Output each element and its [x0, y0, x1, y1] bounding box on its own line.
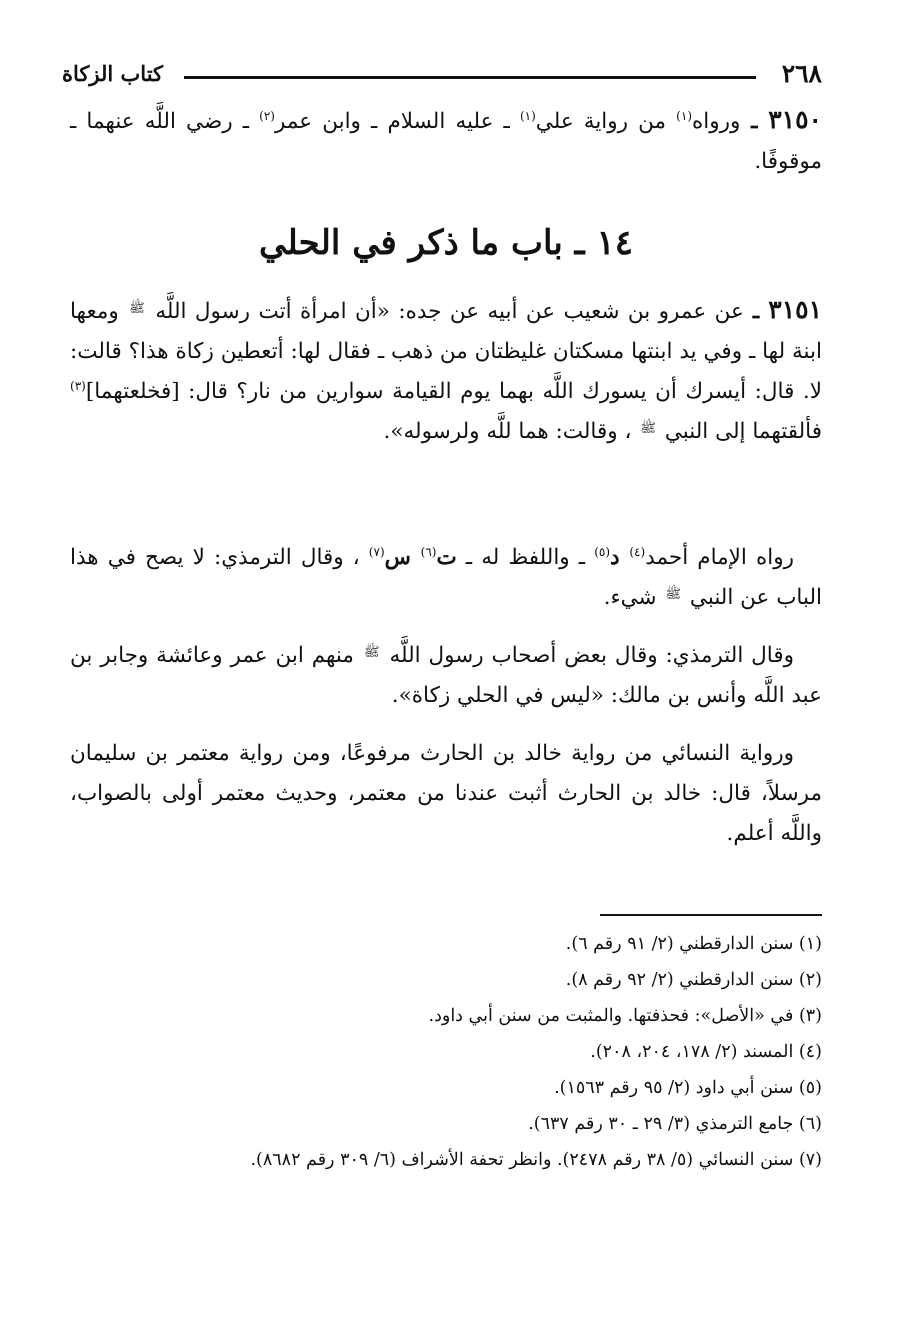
footnote-item: (٥) سنن أبي داود (٢/ ٩٥ رقم ١٥٦٣). — [554, 1078, 822, 1098]
hadith-text: من رواية علي — [535, 109, 677, 134]
salawat-glyph: ﷺ — [129, 301, 145, 316]
hadith-text: عن عمرو بن شعيب عن أبيه عن جده: «أن امرأة أتت رسول اللَّه — [155, 299, 744, 324]
hadith-number: ٣١٥١ — [768, 295, 822, 324]
tirmidhi-paragraph — [70, 636, 822, 716]
footnote-marker: (٢) — [259, 108, 275, 123]
paragraph-text: منهم ابن عمر وعائشة وجابر بن عبد اللَّه وأنس بن مالك: «ليس في الحلي زكاة». — [70, 643, 822, 708]
source-abbrev: س — [384, 545, 421, 570]
footnotes — [70, 926, 822, 1178]
hadith-number: ٣١٥٠ — [768, 105, 822, 134]
footnote-marker: (٣) — [70, 378, 86, 393]
hadith-text: ومعها ابنة لها ـ وفي يد ابنتها مسكتان غليظتان من ذهب ـ فقال لها: أتعطين زكاة هذا؟ قالت: لا. قال: أيسرك أن يسورك اللَّه بهما يوم القيامة سوارين من نار؟ قال: [فخلعتهما] — [70, 299, 822, 404]
hadith-text: ـ عليه السلام ـ وابن عمر — [274, 109, 520, 134]
header-rule — [184, 76, 756, 79]
footnote-marker: (١) — [519, 108, 536, 123]
footnote-marker: (٥) — [594, 544, 611, 559]
salawat-glyph: ﷺ — [363, 645, 380, 660]
paragraph-text: وقال الترمذي: وقال بعض أصحاب رسول اللَّه — [389, 643, 795, 668]
hadith-text: فألقتهما إلى النبي — [664, 419, 822, 444]
salawat-glyph: ﷺ — [640, 421, 656, 436]
paragraph-text: رواه الإمام أحمد — [645, 545, 794, 570]
footnote-item: (٣) في «الأصل»: فحذفتها. والمثبت من سنن أبي داود. — [428, 1006, 822, 1026]
page-number: ٢٦٨ — [781, 59, 822, 88]
footnote-marker: (١) — [676, 108, 692, 123]
hadith-3150: ٣١٥٠ ـ ورواه$^{(١)}$ من رواية علي$^{(١)}$ ـ عليه السلام ـ وابن عمر$^{(٢)}$ ـ رضي اللَّه عنهما ـ موقوفًا. — [70, 105, 822, 174]
source-abbrev: د — [610, 545, 630, 570]
footnote-item: (٦) جامع الترمذي (٣/ ٢٩ ـ ٣٠ رقم ٦٣٧). — [528, 1114, 822, 1134]
salawat-glyph: ﷺ — [665, 587, 682, 602]
footnote-marker: (٧) — [368, 544, 385, 559]
paragraph-text: ، وقال الترمذي: لا يصح في هذا الباب عن النبي — [70, 545, 822, 610]
footnote-item: (٢) سنن الدارقطني (٢/ ٩٢ رقم ٨). — [565, 970, 822, 990]
hadith-text: ، وقالت: هما للَّه ولرسوله». — [383, 419, 639, 444]
section-title: ١٤ ـ باب ما ذكر في الحلي — [259, 223, 633, 263]
footnote-marker: (٤) — [629, 544, 646, 559]
hadith-3151: ٣١٥١ ـ عن عمرو بن شعيب عن أبيه عن جده: «أن امرأة أتت رسول اللَّه $^ﷺ$ ومعها ابنة لها ـ وفي يد ابنتها مسكتان غليظتان من ذهب ـ فقال لها: أتعطين زكاة هذا؟ قالت: لا. قال: أيسرك أن يسورك اللَّه بهما يوم القيامة سوارين من نار؟ قال: [فخلعتهما]$^{(٣)}$ فألقتهما إلى النبي $^ﷺ$ ، وقالت: هما للَّه ولرسوله». — [70, 295, 822, 444]
hadith-text: ـ رضي اللَّه عنهما ـ موقوفًا. — [70, 109, 822, 174]
paragraph-text: شيء. — [603, 585, 664, 610]
hadith-text: ورواه — [692, 109, 741, 134]
footnote-divider — [600, 914, 822, 916]
chapter-title: كتاب الزكاة — [62, 61, 164, 86]
footnote-item: (١) سنن الدارقطني (٢/ ٩١ رقم ٦). — [565, 934, 822, 954]
page-header — [62, 58, 822, 94]
riwayah-paragraph — [70, 538, 822, 618]
paragraph-text: ـ واللفظ له ـ — [456, 545, 595, 570]
footnote-marker: (٦) — [420, 544, 437, 559]
nasai-paragraph: ورواية النسائي من رواية خالد بن الحارث مرفوعًا، ومن رواية معتمر بن سليمان مرسلاً، قال: خالد بن الحارث أثبت عندنا من معتمر، وحديث معتمر أولى بالصواب، واللَّه أعلم. — [70, 741, 822, 846]
source-abbrev: ت — [436, 545, 457, 570]
footnote-item: (٧) سنن النسائي (٥/ ٣٨ رقم ٢٤٧٨). وانظر تحفة الأشراف (٦/ ٣٠٩ رقم ٨٦٨٢). — [250, 1150, 822, 1170]
footnote-item: (٤) المسند (٢/ ١٧٨، ٢٠٤، ٢٠٨). — [590, 1042, 822, 1062]
